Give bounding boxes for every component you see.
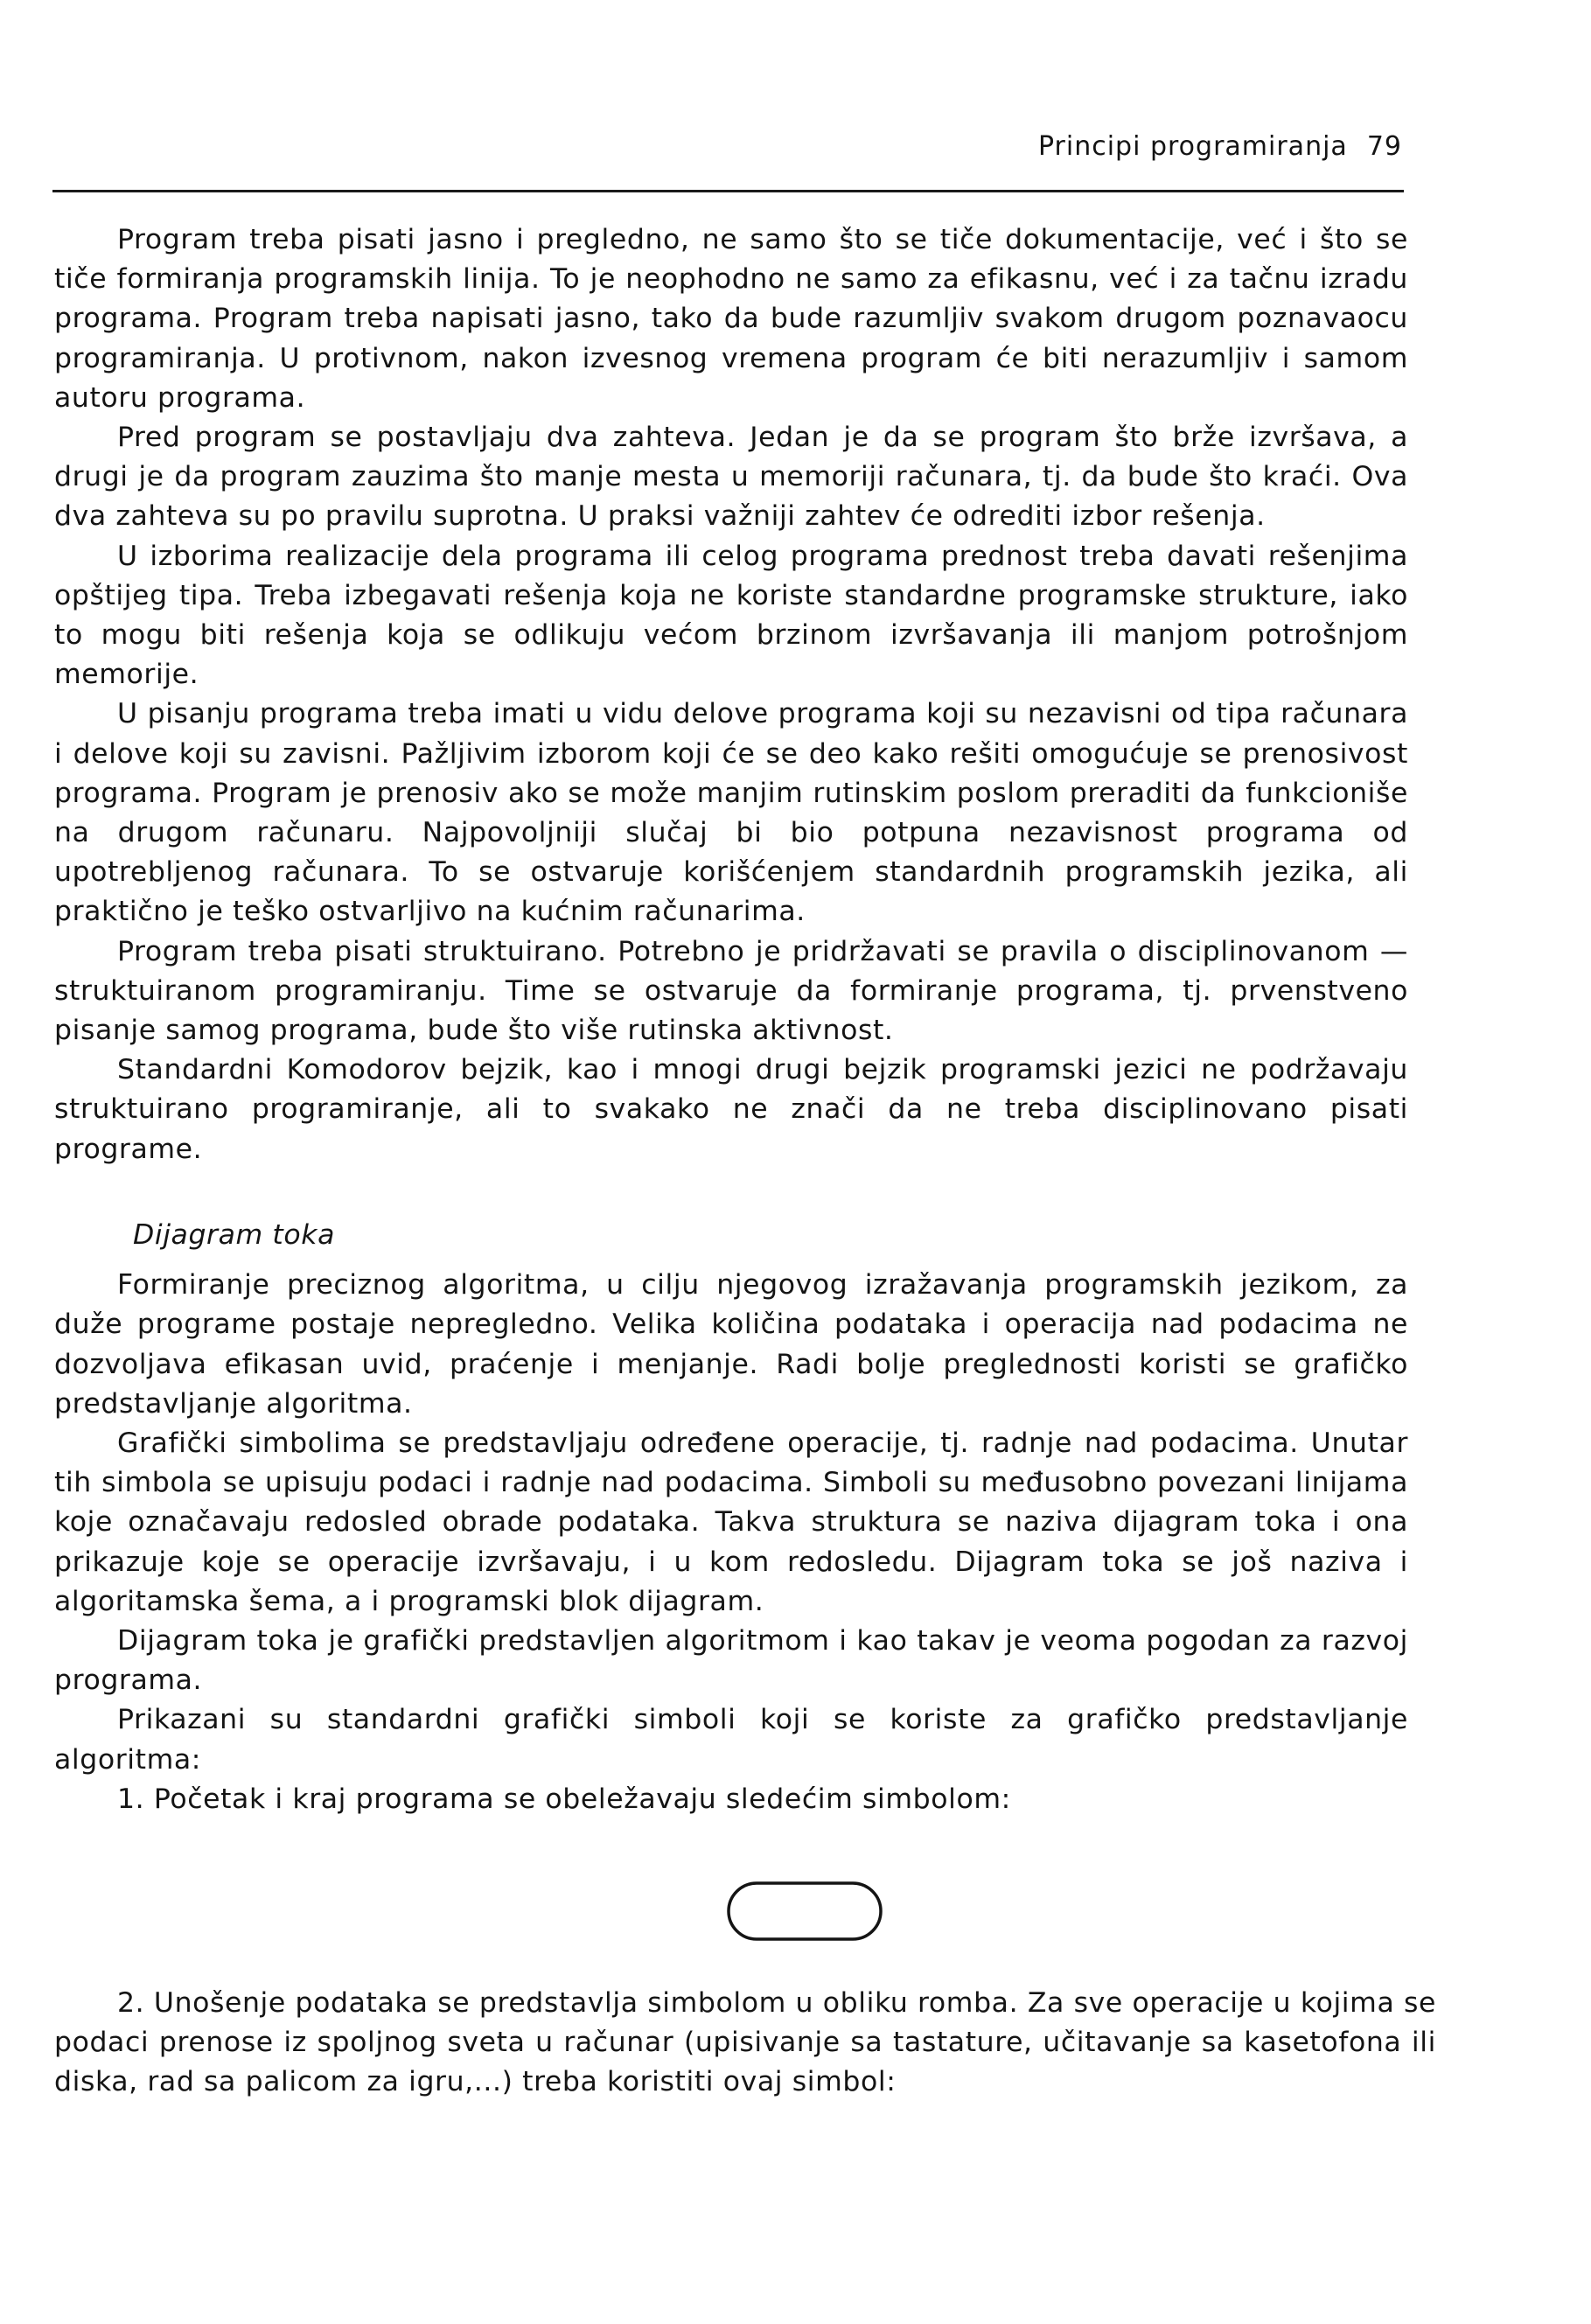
paragraph: U izborima realizacije dela programa ili celog programa prednost treba davati rešenjima opštijeg tipa. Treba izbegavati rešenja koja ne koriste standardne programske strukture, iako to mogu biti rešenja koja se odlikuju većom brzinom izvršavanja ili manjom potrošnjom memorije.	[54, 540, 1408, 691]
paragraph: Program treba pisati jasno i pregledno, ne samo što se tiče dokumentacije, već i što se tiče formiranja programskih linija. To je neophodno ne samo za efikasnu, već i za tačnu izradu programa. Program treba napisati jasno, tako da bude razumljiv svakom drugom poznavaocu programiranja. U protivnom, nakon izvesnog vremena program će biti nerazumljiv i samom autoru programa.	[54, 224, 1408, 414]
flowchart-section	[54, 1216, 1408, 1819]
list-item-2-block	[54, 1984, 1436, 2103]
header-rule	[52, 190, 1404, 192]
list-item: 1. Početak i kraj programa se obeležavaju sledećim simbolom:	[117, 1783, 1011, 1815]
paragraph: Standardni Komodorov bejzik, kao i mnogi drugi bejzik programski jezici ne podržavaju struktuirano programiranje, ali to svakako ne znači da ne treba disciplinovano pisati programe.	[54, 1054, 1408, 1165]
paragraph: Dijagram toka je grafički predstavljen algoritmom i kao takav je veoma pogodan za razvoj programa.	[54, 1625, 1408, 1697]
paragraph: Formiranje preciznog algoritma, u cilju njegovog izražavanja programskih jezikom, za duže programe postaje nepregledno. Velika količina podataka i operacija nad podacima ne dozvoljava efikasan uvid, praćenje i menjanje. Radi bolje preglednosti koristi se grafičko predstavljanje algoritma.	[54, 1269, 1408, 1420]
paragraph: Grafički simbolima se predstavljaju određene operacije, tj. radnje nad podacima. Unutar tih simbola se upisuju podaci i radnje nad podacima. Simboli su međusobno povezani linijama koje označavaju redosled obrade podataka. Takva struktura se naziva dijagram toka i ona prikazuje koje se operacije izvršavaju, i u kom redosledu. Dijagram toka se još naziva i algoritamska šema, a i programski blok dijagram.	[54, 1427, 1408, 1617]
chapter-title: Principi programiranja	[1037, 131, 1348, 162]
section-heading: Dijagram toka	[133, 1219, 335, 1251]
paragraph: Program treba pisati struktuirano. Potrebno je pridržavati se pravila o disciplinovanom — struktuiranom programiranju. Time se ostvaruje da formiranje programa, tj. prvenstveno pisanje samog programa, bude što više rutinska aktivnost.	[54, 935, 1408, 1047]
body-text	[54, 220, 1408, 1169]
page-number: 79	[1366, 131, 1402, 162]
paragraph: Prikazani su standardni grafički simboli koji se koriste za grafičko predstavljanje algoritma:	[54, 1704, 1408, 1776]
list-item: 2. Unošenje podataka se predstavlja simbolom u obliku romba. Za sve operacije u kojima se podaci prenose iz spoljnog sveta u računar (upisivanje sa tastature, učitavanje sa kasetofona ili diska, rad sa palicom za igru,...) treba koristiti ovaj simbol:	[54, 1987, 1436, 2098]
paragraph: Pred program se postavljaju dva zahteva. Jedan je da se program što brže izvršava, a drugi je da program zauzima što manje mesta u memoriji računara, tj. da bude što kraći. Ova dva zahteva su po pravilu suprotna. U praksi važniji zahtev će odrediti izbor rešenja.	[54, 422, 1408, 533]
paragraph: U pisanju programa treba imati u vidu delove programa koji su nezavisni od tipa računara i delove koji su zavisni. Pažljivim izborom koji će se deo kako rešiti omogućuje se prenosivost programa. Program je prenosiv ako se može manjim rutinskim poslom preraditi da funkcioniše na drugom računaru. Najpovoljniji slučaj bi bio potpuna nezavisnost programa od upotrebljenog računara. To se ostvaruje korišćenjem standardnih programskih jezika, ali praktično je teško ostvarljivo na kućnim računarima.	[54, 698, 1408, 928]
terminal-symbol-icon	[722, 1876, 888, 1946]
running-header	[1038, 131, 1402, 162]
terminal-symbol-figure	[0, 1876, 1591, 1946]
